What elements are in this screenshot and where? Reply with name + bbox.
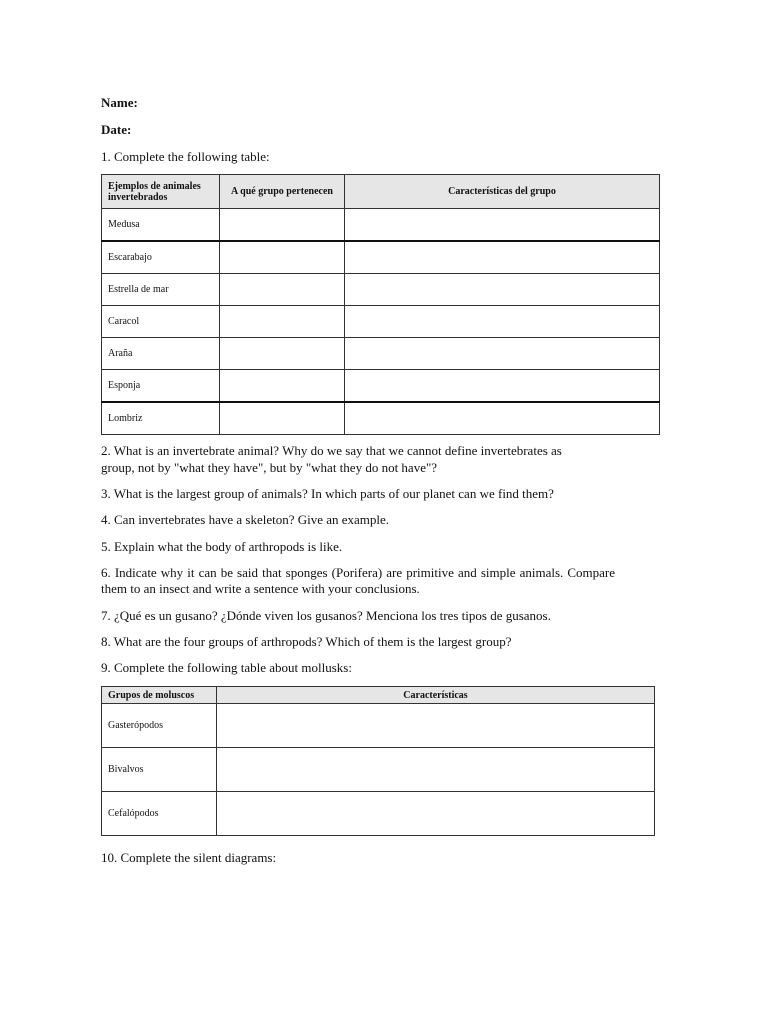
table-header-row	[102, 687, 655, 704]
answer-cell-characteristics[interactable]	[217, 792, 655, 836]
question-6: 6. Indicate why it can be said that sponges (Porifera) are primitive and simple animals. Compare them to an insect and write a sentence with your conclusions.	[101, 565, 615, 596]
answer-cell-group[interactable]	[220, 370, 345, 403]
question-2-line-2: group, not by "what they have", but by "what they do not have"?	[101, 460, 438, 475]
table-header-characteristics: Características	[217, 687, 655, 704]
answer-cell-characteristics[interactable]	[217, 748, 655, 792]
table-header-characteristics: Características del grupo	[345, 175, 660, 209]
animal-cell: Lombriz	[102, 402, 220, 435]
answer-cell-group[interactable]	[220, 241, 345, 274]
mollusk-group-cell: Bivalvos	[102, 748, 217, 792]
invertebrates-table	[101, 174, 660, 435]
table-row	[102, 748, 655, 792]
mollusks-table	[101, 686, 655, 836]
table-header-row	[102, 175, 660, 209]
question-3: 3. What is the largest group of animals? In which parts of our planet can we find them?	[101, 486, 554, 501]
table-row	[102, 209, 660, 242]
animal-cell: Estrella de mar	[102, 274, 220, 306]
question-7: 7. ¿Qué es un gusano? ¿Dónde viven los gusanos? Menciona los tres tipos de gusanos.	[101, 608, 551, 623]
mollusk-group-cell: Cefalópodos	[102, 792, 217, 836]
question-5: 5. Explain what the body of arthropods is like.	[101, 539, 343, 554]
answer-cell-characteristics[interactable]	[345, 370, 660, 403]
table-row	[102, 792, 655, 836]
table-row	[102, 704, 655, 748]
animal-cell: Araña	[102, 338, 220, 370]
answer-cell-characteristics[interactable]	[345, 402, 660, 435]
table-row	[102, 241, 660, 274]
question-4: 4. Can invertebrates have a skeleton? Give an example.	[101, 512, 390, 527]
answer-cell-characteristics[interactable]	[345, 338, 660, 370]
answer-cell-group[interactable]	[220, 274, 345, 306]
answer-cell-group[interactable]	[220, 306, 345, 338]
answer-cell-group[interactable]	[220, 209, 345, 242]
name-label: Name:	[101, 95, 138, 110]
table-row	[102, 338, 660, 370]
date-label: Date:	[101, 122, 132, 137]
answer-cell-characteristics[interactable]	[345, 241, 660, 274]
animal-cell: Medusa	[102, 209, 220, 242]
table-header-group: A qué grupo pertenecen	[220, 175, 345, 209]
answer-cell-characteristics[interactable]	[345, 209, 660, 242]
question-9: 9. Complete the following table about mollusks:	[101, 660, 352, 675]
table-header-mollusk-groups: Grupos de moluscos	[102, 687, 217, 704]
question-10: 10. Complete the silent diagrams:	[101, 850, 277, 865]
animal-cell: Caracol	[102, 306, 220, 338]
answer-cell-characteristics[interactable]	[345, 274, 660, 306]
table-row	[102, 306, 660, 338]
question-2-line-1: 2. What is an invertebrate animal? Why do we say that we cannot define invertebrates as	[101, 443, 562, 458]
question-1: 1. Complete the following table:	[101, 149, 270, 164]
answer-cell-characteristics[interactable]	[217, 704, 655, 748]
table-row	[102, 402, 660, 435]
animal-cell: Esponja	[102, 370, 220, 403]
mollusk-group-cell: Gasterópodos	[102, 704, 217, 748]
table-row	[102, 274, 660, 306]
table-row	[102, 370, 660, 403]
table-header-examples: Ejemplos de animales invertebrados	[102, 175, 220, 209]
answer-cell-group[interactable]	[220, 338, 345, 370]
answer-cell-characteristics[interactable]	[345, 306, 660, 338]
answer-cell-group[interactable]	[220, 402, 345, 435]
animal-cell: Escarabajo	[102, 241, 220, 274]
question-8: 8. What are the four groups of arthropods? Which of them is the largest group?	[101, 634, 512, 649]
